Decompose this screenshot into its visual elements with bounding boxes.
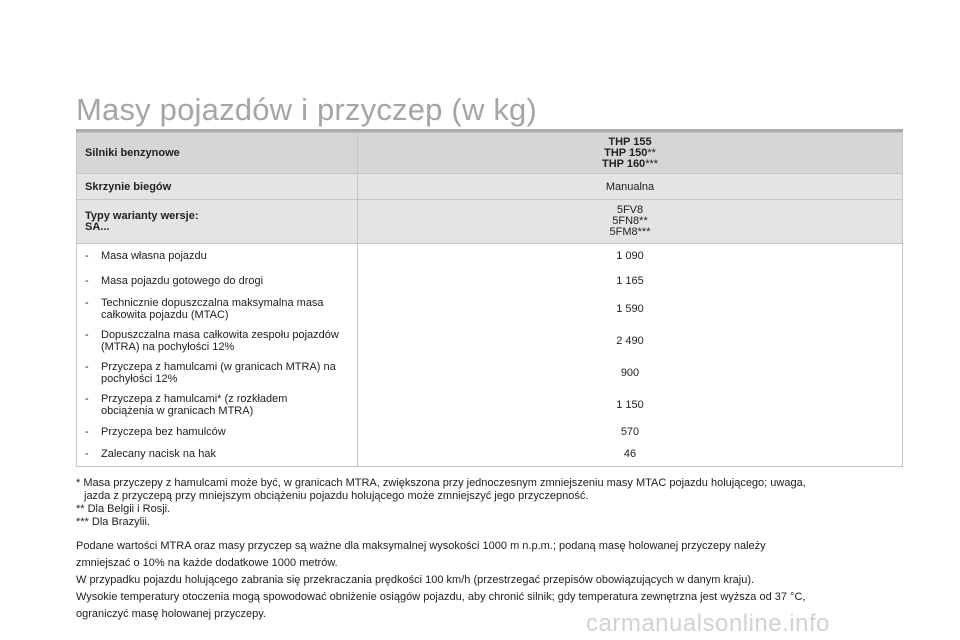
row-label: Masa pojazdu gotowego do drogi bbox=[101, 274, 264, 287]
variant-3: 5FM8*** bbox=[609, 226, 651, 238]
table-row: - Przyczepa bez hamulców 570 bbox=[77, 421, 903, 443]
table-row: - Technicznie dopuszczalna maksymalna masa całkowita pojazdu (MTAC) 1 590 bbox=[77, 293, 903, 325]
row-label: Technicznie dopuszczalna maksymalna masa całkowita pojazdu (MTAC) bbox=[101, 296, 324, 321]
row-value: 1 150 bbox=[358, 389, 903, 421]
row-value: 1 590 bbox=[358, 293, 903, 325]
variant-1: 5FV8 bbox=[616, 204, 644, 216]
row-label: Zalecany nacisk na hak bbox=[101, 448, 216, 461]
engine-name-1: THP 155 bbox=[608, 135, 652, 148]
note-temperature-2: ograniczyć masę holowanej przyczepy. bbox=[76, 608, 266, 620]
table-row: - Masa własna pojazdu 1 090 bbox=[77, 244, 903, 269]
row-label: Masa własna pojazdu bbox=[101, 250, 207, 263]
row-value: 1 165 bbox=[358, 269, 903, 293]
table-row: - Dopuszczalna masa całkowita zespołu pojazdów (MTRA) na pochyłości 12% 2 490 bbox=[77, 325, 903, 357]
engine-names bbox=[358, 133, 903, 174]
row-label: Dopuszczalna masa całkowita zespołu pojazdów (MTRA) na pochyłości 12% bbox=[101, 328, 339, 353]
footnote-star3: *** Dla Brazylii. bbox=[76, 516, 150, 528]
variants-label: Typy warianty wersje: SA... bbox=[77, 200, 358, 244]
footnote-star2: ** Dla Belgii i Rosji. bbox=[76, 503, 171, 515]
table-row: - Zalecany nacisk na hak 46 bbox=[77, 443, 903, 467]
watermark: carmanualsonline.info bbox=[586, 610, 830, 637]
row-label: Przyczepa z hamulcami* (z rozkładem obciążenia w granicach MTRA) bbox=[101, 392, 288, 417]
note-altitude-2: zmniejszać o 10% na każde dodatkowe 1000 metrów. bbox=[76, 557, 338, 569]
mass-table bbox=[76, 132, 903, 467]
variant-2: 5FN8** bbox=[612, 215, 648, 227]
note-altitude-1: Podane wartości MTRA oraz masy przyczep są ważne dla maksymalnej wysokości 1000 m n.p.m.; podaną masę holowanej przyczepy należy bbox=[76, 540, 766, 552]
row-value: 1 090 bbox=[358, 244, 903, 269]
gearbox-value: Manualna bbox=[358, 174, 903, 200]
footnote-star1-cont: jazda z przyczepą przy mniejszym obciążeniu pojazdu holującego może zmniejszyć jego przyczepność. bbox=[84, 490, 589, 502]
gearbox-row bbox=[77, 174, 903, 200]
row-value: 900 bbox=[358, 357, 903, 389]
engine-name-2: THP 150** bbox=[604, 146, 656, 159]
row-label: Przyczepa z hamulcami (w granicach MTRA) na pochyłości 12% bbox=[101, 360, 336, 385]
engine-label: Silniki benzynowe bbox=[77, 133, 358, 174]
engine-name-3: THP 160*** bbox=[601, 157, 659, 170]
variants-values bbox=[358, 200, 903, 244]
row-value: 570 bbox=[358, 421, 903, 443]
page-title: Masy pojazdów i przyczep (w kg) bbox=[76, 92, 538, 127]
footnotes bbox=[76, 477, 906, 529]
row-label: Przyczepa bez hamulców bbox=[101, 425, 226, 438]
footnote-star1: * Masa przyczepy z hamulcami może być, w granicach MTRA, zwiększona przy jednoczesnym zmniejszeniu masy MTAC pojazdu holującego; uwaga, bbox=[76, 477, 806, 489]
note-temperature-1: Wysokie temperatury otoczenia mogą spowodować obniżenie osiągów pojazdu, aby chronić silnik; gdy temperatura zewnętrzna jest wyższa od 37 °C, bbox=[76, 591, 806, 603]
variants-row bbox=[77, 200, 903, 244]
table-row: - Przyczepa z hamulcami (w granicach MTRA) na pochyłości 12% 900 bbox=[77, 357, 903, 389]
gearbox-label: Skrzynie biegów bbox=[77, 174, 358, 200]
note-speed: W przypadku pojazdu holującego zabrania się przekraczania prędkości 100 km/h (przestrzegać przepisów obowiązujących w danym kraju). bbox=[76, 574, 755, 586]
engine-header-row bbox=[77, 133, 903, 174]
row-value: 46 bbox=[358, 443, 903, 467]
table-row: - Przyczepa z hamulcami* (z rozkładem obciążenia w granicach MTRA) 1 150 bbox=[77, 389, 903, 421]
row-value: 2 490 bbox=[358, 325, 903, 357]
table-row: - Masa pojazdu gotowego do drogi 1 165 bbox=[77, 269, 903, 293]
